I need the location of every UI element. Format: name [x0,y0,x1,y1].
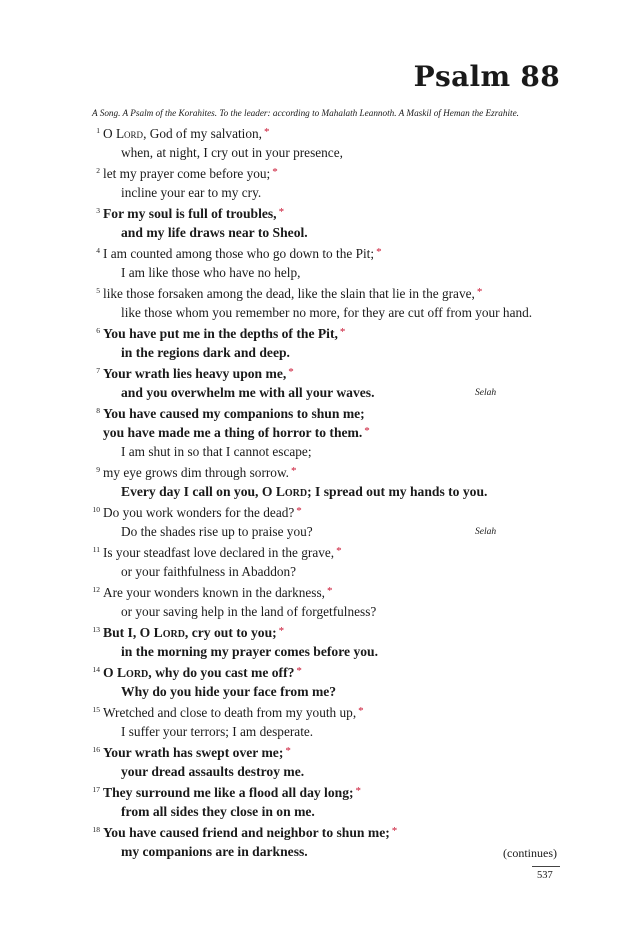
verse-line-2: Why do you hide your face from me? [121,684,337,699]
verse-line-2: from all sides they close in on me. [121,804,315,819]
verse-line-2: in the morning my prayer comes before you. [121,644,378,659]
verse-number: 4 [96,246,100,255]
verse-line-3: I am shut in so that I cannot escape; [121,444,312,459]
asterisk-mark: * [278,206,285,218]
selah-marker: Selah [475,527,497,537]
verse-number: 10 [92,505,100,514]
asterisk-mark: * [278,625,285,637]
verse-line-2: when, at night, I cry out in your presence, [121,145,343,160]
superscription: A Song. A Psalm of the Korahites. To the leader: according to Mahalath Leannoth. A Maskil of Heman the Ezrahite. [92,108,519,118]
asterisk-mark: * [364,425,370,437]
asterisk-mark: * [263,126,270,138]
verse-number: 5 [96,286,100,295]
verse-line-2: your dread assaults destroy me. [121,764,305,779]
asterisk-mark: * [288,366,294,378]
verse-number: 15 [92,705,100,714]
verse-line-2: my companions are in darkness. [121,844,308,859]
asterisk-mark: * [296,505,302,517]
asterisk-mark: * [376,246,382,258]
verse-line-2: or your faithfulness in Abaddon? [121,564,297,579]
asterisk-mark: * [339,326,346,338]
asterisk-mark: * [326,585,333,597]
verse-line-2: or your saving help in the land of forgetfulness? [121,604,377,619]
verse-line-2: like those whom you remember no more, for they are cut off from your hand. [121,305,533,320]
verse-number: 14 [92,665,100,674]
footer-rule [532,866,560,867]
verse-number: 12 [92,585,100,594]
verse-line-2: I suffer your terrors; I am desperate. [121,724,314,739]
verse-number: 7 [96,366,100,375]
verse-line-2: Do the shades rise up to praise you? [121,524,313,539]
asterisk-mark: * [336,545,342,557]
verse-number: 9 [96,465,100,474]
asterisk-mark: * [358,705,364,717]
verse-number: 18 [92,825,100,834]
verse-line-2: incline your ear to my cry. [121,185,262,200]
verse-line-2: and you overwhelm me with all your waves. [121,385,375,400]
page-title: Psalm 88 [413,60,560,93]
verse-line-2: and my life draws near to Sheol. [121,225,308,240]
verse-number: 2 [96,166,100,175]
verse-number: 13 [92,625,100,634]
verse-number: 3 [96,206,100,215]
selah-marker: Selah [475,388,497,398]
asterisk-mark: * [391,825,398,837]
verse-number: 17 [92,785,100,794]
verse-number: 1 [96,126,100,135]
page-number: 537 [537,870,553,881]
asterisk-mark: * [296,665,302,677]
asterisk-mark: * [291,465,297,477]
asterisk-mark: * [476,286,483,298]
verse-number: 6 [96,326,100,335]
verse-number: 8 [96,406,100,415]
asterisk-mark: * [355,785,362,797]
verse-line-2: I am like those who have no help, [121,265,301,280]
verse-number: 11 [92,545,100,554]
asterisk-mark: * [285,745,291,757]
verse-line-2: in the regions dark and deep. [121,345,290,360]
verse-number: 16 [92,745,100,754]
continues-note: (continues) [503,846,557,860]
asterisk-mark: * [272,166,278,178]
